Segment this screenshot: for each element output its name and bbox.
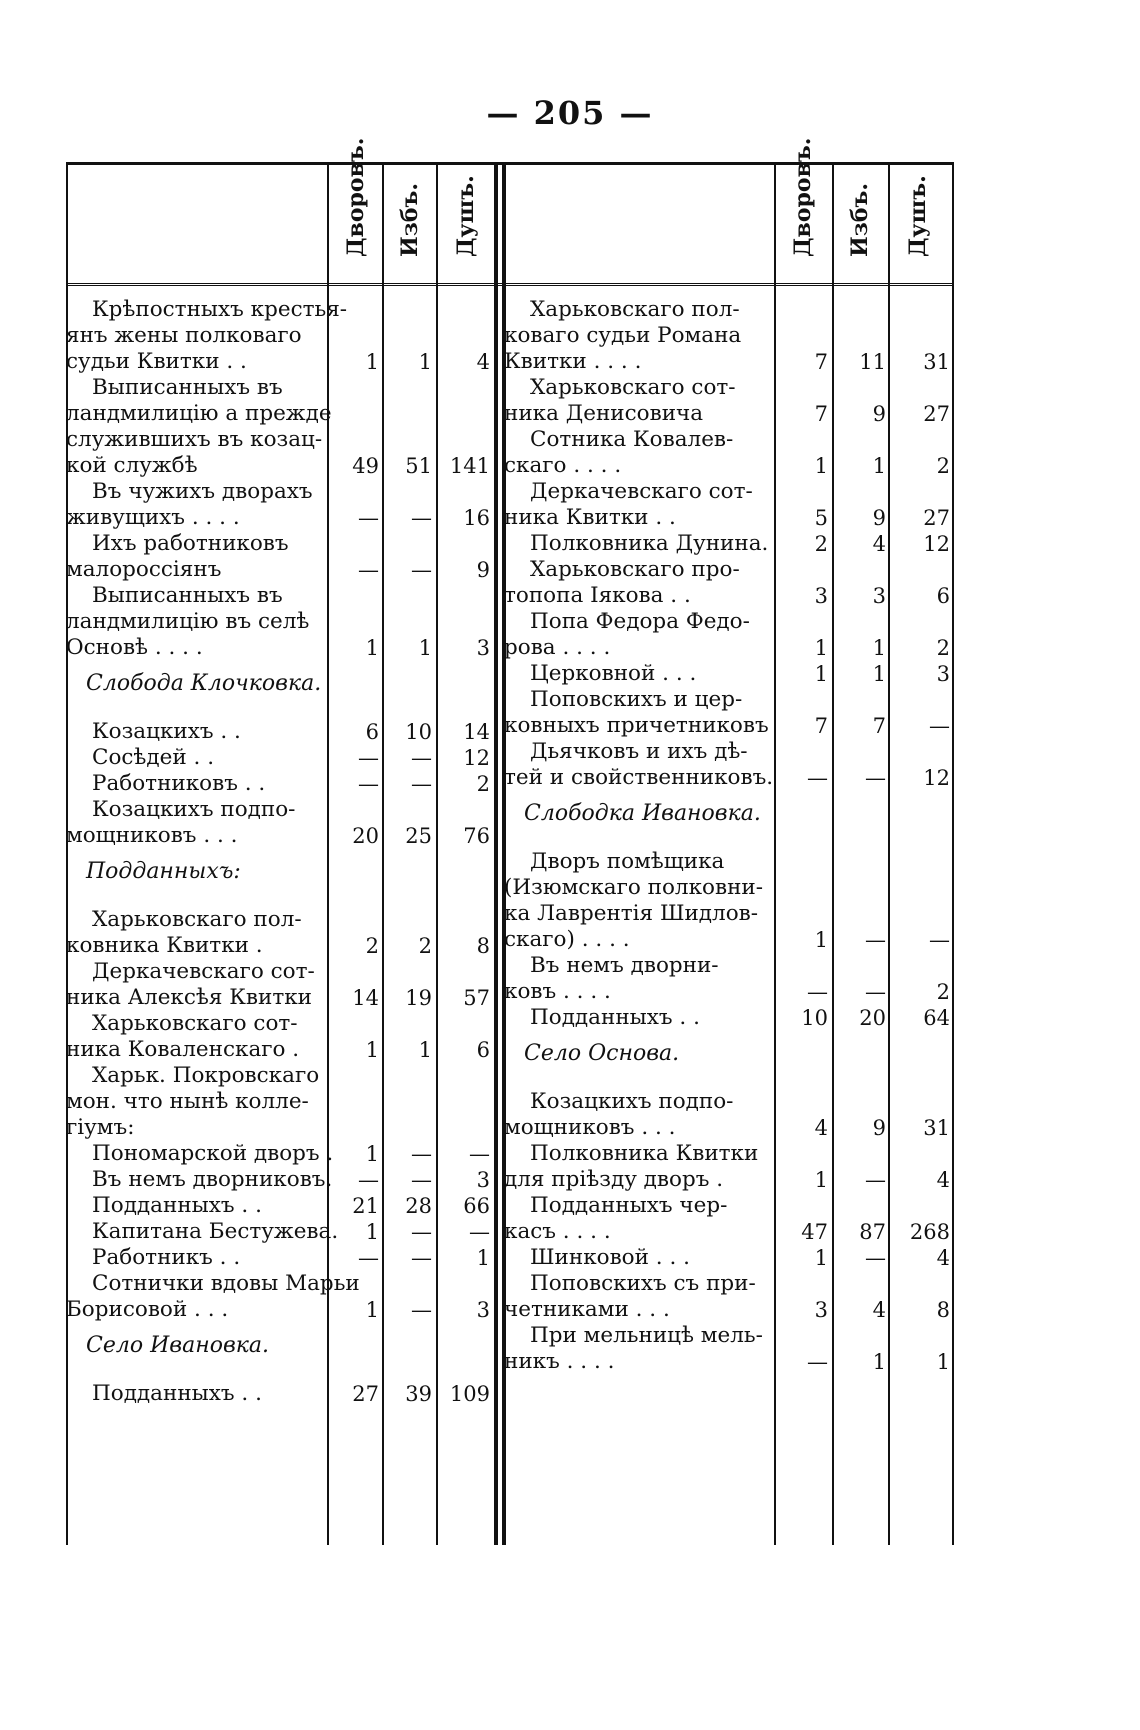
dvorov-value: 6 <box>365 720 379 744</box>
dush-value: 31 <box>923 1116 950 1140</box>
izb-value: — <box>865 1246 886 1270</box>
dvorov-value: 2 <box>365 934 379 958</box>
row-label-line: Поповскихъ и цер- <box>530 687 743 712</box>
row-label-line: ковника Квитки . <box>66 933 263 958</box>
izb-value: 4 <box>872 532 886 556</box>
izb-value: 7 <box>872 714 886 738</box>
izb-value: — <box>865 980 886 1004</box>
izb-value: 25 <box>405 824 432 848</box>
row-label-line: четниками . . . <box>504 1297 670 1322</box>
izb-value: — <box>411 506 432 530</box>
izb-value: 3 <box>872 584 886 608</box>
row-label-line: ландмилицію въ селѣ <box>66 609 310 634</box>
row-label-line: Выписанныхъ въ <box>92 583 283 608</box>
dush-value: 14 <box>463 720 490 744</box>
izb-value: 1 <box>418 636 432 660</box>
dvorov-value: — <box>358 746 379 770</box>
dvorov-value: 7 <box>814 714 828 738</box>
dvorov-value: 3 <box>814 1298 828 1322</box>
page-number: — 205 — <box>486 94 654 132</box>
izb-value: 4 <box>872 1298 886 1322</box>
dush-value: 268 <box>909 1220 950 1244</box>
dush-value: — <box>929 714 950 738</box>
row-label-line: никъ . . . . <box>504 1349 615 1374</box>
dush-value: 27 <box>923 402 950 426</box>
izb-value: — <box>865 1168 886 1192</box>
row-label-line: тей и свойственниковъ. <box>504 765 774 790</box>
dush-value: 3 <box>476 636 490 660</box>
dvorov-value: 47 <box>801 1220 828 1244</box>
row-label-line: Попа Федора Федо- <box>530 609 750 634</box>
row-label-line: Харьковскаго сот- <box>92 1011 298 1036</box>
row-label-line: судьи Квитки . . <box>66 349 247 374</box>
dush-value: — <box>469 1220 490 1244</box>
row-label-line: Въ немъ дворниковъ. <box>92 1167 333 1192</box>
dush-value: 1 <box>476 1246 490 1270</box>
row-label-line: Дьячковъ и ихъ дѣ- <box>530 739 748 764</box>
row-label-line: мон. что нынѣ колле- <box>66 1089 309 1114</box>
row-label-line: гіумъ: <box>66 1115 135 1140</box>
dush-value: 4 <box>936 1246 950 1270</box>
row-label-line: ника Денисовича <box>504 401 704 426</box>
row-label-line: Крѣпостныхъ крестья- <box>92 297 348 322</box>
izb-value: 1 <box>418 1038 432 1062</box>
izb-value: 20 <box>859 1006 886 1030</box>
row-label-line: Въ чужихъ дворахъ <box>92 479 313 504</box>
dush-value: 12 <box>923 766 950 790</box>
dush-value: 2 <box>936 980 950 1004</box>
row-label-line: ка Лаврентія Шидлов- <box>504 901 759 926</box>
izb-value: — <box>411 1220 432 1244</box>
left-section-heading: Подданныхъ: <box>86 859 241 884</box>
izb-value: — <box>411 1142 432 1166</box>
row-label-line: Полковника Квитки <box>530 1141 759 1166</box>
dvorov-value: 3 <box>814 584 828 608</box>
row-label-line: кой службѣ <box>66 453 198 478</box>
row-label-line: Церковной . . . <box>530 661 697 686</box>
row-label-line: Ихъ работниковъ <box>92 531 289 556</box>
row-label-line: Капитана Бестужева. <box>92 1219 339 1244</box>
izb-value: — <box>865 928 886 952</box>
dush-value: 12 <box>923 532 950 556</box>
dvorov-value: 1 <box>365 1142 379 1166</box>
dush-value: 1 <box>936 1350 950 1374</box>
row-label-line: мощниковъ . . . <box>66 823 238 848</box>
row-label-line: янъ жены полковаго <box>66 323 302 348</box>
izb-value: 10 <box>405 720 432 744</box>
dush-value: 16 <box>463 506 490 530</box>
izb-value: 1 <box>872 636 886 660</box>
dvorov-value: 1 <box>365 636 379 660</box>
izb-value: 1 <box>872 662 886 686</box>
dush-value: 12 <box>463 746 490 770</box>
dush-value: 8 <box>936 1298 950 1322</box>
dush-value: 31 <box>923 350 950 374</box>
row-label-line: Сотника Ковалев- <box>530 427 734 452</box>
right-section-heading: Село Основа. <box>524 1041 680 1066</box>
row-label-line: ландмилицію а прежде <box>66 401 332 426</box>
row-label-line: Подданныхъ . . <box>530 1005 700 1030</box>
dvorov-value: — <box>807 766 828 790</box>
row-label-line: Шинковой . . . <box>530 1245 690 1270</box>
row-label-line: Выписанныхъ въ <box>92 375 283 400</box>
row-label-line: ника Квитки . . <box>504 505 676 530</box>
row-label-line: Полковника Дунина. <box>530 531 769 556</box>
dush-value: 8 <box>476 934 490 958</box>
izb-value: 11 <box>859 350 886 374</box>
row-label-line: ковныхъ причетниковъ <box>504 713 769 738</box>
statistics-table: Дворовъ. Избъ. Душъ. Дворовъ. Избъ. Душъ. Крѣпостныхъ крестья- янъ жены полковаго судьи Квитки . . 1 1 4 Выписанныхъ въ ландмилицію а прежде служившихъ въ козац- кой службѣ 49 51 141 Въ чужихъ дворахъ живущихъ . . . . — — 16 Ихъ работниковъ малороссіянъ — — 9 Выписанныхъ въ ландмилицію въ селѣ Основѣ . . . . 1 1 3 Слобода Клочковка. Козацкихъ . . 6 10 14 Сосѣдей . . — — 12 Работниковъ . . — — 2 Козацкихъ подпо- мощниковъ . . . 20 25 76 Подданныхъ: Харьковскаго пол- ковника Квитки . 2 2 8 Деркачевскаго сот- ника Алексѣя Квитки 14 19 57 Харьковскаго сот- ника Коваленскаго . 1 1 6 Харьк. Покровскаго мон. что нынѣ колле- гіумъ: Пономарской дворъ . 1 — — Въ немъ дворниковъ. — — 3 Подданныхъ . . 21 28 66 Капитана Бестужева. 1 — — Работникъ . . — — 1 Сотнички вдовы Марьи Борисовой . . . 1 — 3 Село Ивановка. Подданныхъ . . 27 39 109 Харьковскаго пол- коваго судьи Романа Квитки . . . . 7 11 31 Харьковскаго сот- ника Денисовича 7 9 27 Сотника Ковалев- скаго . . . . 1 1 2 Деркачевскаго сот- ника Квитки . . 5 9 27 Полковника Дунина. 2 4 12 Харьковскаго про- топопа Іякова . . 3 3 6 Попа Федора Федо- рова . . . . 1 1 2 Церковной . . . 1 1 3 Поповскихъ и цер- ковныхъ причетниковъ 7 7 — Дьячковъ и ихъ дѣ- тей и свойственниковъ. — — 12 Слободка Ивановка. Дворъ помѣщика (Изюмскаго полковни- ка Лаврентія Шидлов- скаго) . . . . 1 — — Въ немъ дворни- ковъ . . . . — — 2 Подданныхъ . . 10 20 64 Село Основа. Козацкихъ подпо- мощниковъ . . . 4 9 31 Полковника Квитки для пріѣзду дворъ . 1 — 4 Подданныхъ чер- касъ . . . . 47 87 268 Шинковой . . . 1 — 4 Поповскихъ съ при- четниками . . . 3 4 8 При мельницѣ мель- никъ . . . . — 1 1 <box>66 162 954 1545</box>
dvorov-value: — <box>358 506 379 530</box>
row-label-line: Пономарской дворъ . <box>92 1141 334 1166</box>
dvorov-value: — <box>807 980 828 1004</box>
row-label-line: Козацкихъ подпо- <box>92 797 296 822</box>
row-label-line: При мельницѣ мель- <box>530 1323 763 1348</box>
izb-value: 1 <box>418 350 432 374</box>
izb-value: — <box>411 1168 432 1192</box>
dvorov-value: 1 <box>814 454 828 478</box>
dush-value: — <box>469 1142 490 1166</box>
right-section-heading: Слободка Ивановка. <box>524 801 761 826</box>
dush-value: 4 <box>936 1168 950 1192</box>
row-label-line: топопа Іякова . . <box>504 583 691 608</box>
izb-value: 87 <box>859 1220 886 1244</box>
row-label-line: Работниковъ . . <box>92 771 266 796</box>
dvorov-value: 1 <box>814 928 828 952</box>
row-label-line: Подданныхъ . . <box>92 1193 262 1218</box>
row-label-line: коваго судьи Романа <box>504 323 742 348</box>
row-label-line: Харьковскаго сот- <box>530 375 736 400</box>
izb-value: 28 <box>405 1194 432 1218</box>
dush-value: 57 <box>463 986 490 1010</box>
row-label-line: Квитки . . . . <box>504 349 642 374</box>
dush-value: 66 <box>463 1194 490 1218</box>
izb-value: 19 <box>405 986 432 1010</box>
dvorov-value: 49 <box>352 454 379 478</box>
row-label-line: ника Коваленскаго . <box>66 1037 300 1062</box>
dvorov-value: 27 <box>352 1382 379 1406</box>
dvorov-value: 1 <box>814 1246 828 1270</box>
row-label-line: Борисовой . . . <box>66 1297 229 1322</box>
izb-value: — <box>411 1246 432 1270</box>
row-label-line: Поповскихъ съ при- <box>530 1271 756 1296</box>
dvorov-value: — <box>358 772 379 796</box>
row-label-line: живущихъ . . . . <box>66 505 240 530</box>
izb-value: 51 <box>405 454 432 478</box>
dvorov-value: 14 <box>352 986 379 1010</box>
row-label-line: Харьк. Покровскаго <box>92 1063 320 1088</box>
row-label-line: скаго) . . . . <box>504 927 630 952</box>
dush-value: 6 <box>476 1038 490 1062</box>
dush-value: 6 <box>936 584 950 608</box>
izb-value: — <box>411 746 432 770</box>
row-label-line: касъ . . . . <box>504 1219 611 1244</box>
dush-value: 9 <box>476 558 490 582</box>
dush-value: 76 <box>463 824 490 848</box>
izb-value: 1 <box>872 1350 886 1374</box>
izb-value: — <box>411 772 432 796</box>
dvorov-value: 2 <box>814 532 828 556</box>
dush-value: 2 <box>936 636 950 660</box>
dush-value: 3 <box>936 662 950 686</box>
row-label-line: (Изюмскаго полковни- <box>504 875 763 900</box>
row-label-line: малороссіянъ <box>66 557 222 582</box>
dush-value: 4 <box>476 350 490 374</box>
row-label-line: Подданныхъ . . <box>92 1381 262 1406</box>
dush-value: 3 <box>476 1168 490 1192</box>
row-label-line: Дворъ помѣщика <box>530 849 725 874</box>
dvorov-value: 1 <box>814 662 828 686</box>
dush-value: 3 <box>476 1298 490 1322</box>
row-label-line: скаго . . . . <box>504 453 622 478</box>
izb-value: 9 <box>872 506 886 530</box>
izb-value: — <box>411 1298 432 1322</box>
dush-value: 27 <box>923 506 950 530</box>
row-label-line: Деркачевскаго сот- <box>530 479 753 504</box>
dvorov-value: 1 <box>365 1038 379 1062</box>
dush-value: 64 <box>923 1006 950 1030</box>
izb-value: 1 <box>872 454 886 478</box>
dvorov-value: 1 <box>814 1168 828 1192</box>
left-section-heading: Село Ивановка. <box>86 1333 269 1358</box>
row-label-line: Основѣ . . . . <box>66 635 203 660</box>
row-label-line: Сотнички вдовы Марьи <box>92 1271 360 1296</box>
izb-value: — <box>411 558 432 582</box>
dvorov-value: 20 <box>352 824 379 848</box>
dush-value: 2 <box>936 454 950 478</box>
row-label-line: для пріѣзду дворъ . <box>504 1167 724 1192</box>
row-label-line: рова . . . . <box>504 635 611 660</box>
dvorov-value: — <box>358 558 379 582</box>
row-label-line: Сосѣдей . . <box>92 745 215 770</box>
dvorov-value: 7 <box>814 350 828 374</box>
izb-value: — <box>865 766 886 790</box>
row-label-line: Въ немъ дворни- <box>530 953 719 978</box>
dvorov-value: — <box>807 1350 828 1374</box>
row-label-line: Харьковскаго пол- <box>530 297 740 322</box>
row-label-line: Харьковскаго про- <box>530 557 740 582</box>
dvorov-value: 1 <box>365 1298 379 1322</box>
izb-value: 2 <box>418 934 432 958</box>
dvorov-value: — <box>358 1246 379 1270</box>
dvorov-value: 7 <box>814 402 828 426</box>
dvorov-value: 4 <box>814 1116 828 1140</box>
row-label-line: Харьковскаго пол- <box>92 907 302 932</box>
dush-value: 109 <box>449 1382 490 1406</box>
row-label-line: Подданныхъ чер- <box>530 1193 728 1218</box>
row-label-line: мощниковъ . . . <box>504 1115 676 1140</box>
dvorov-value: 10 <box>801 1006 828 1030</box>
left-section-heading: Слобода Клочковка. <box>86 671 322 696</box>
row-label-line: ника Алексѣя Квитки <box>66 985 312 1010</box>
dvorov-value: — <box>358 1168 379 1192</box>
dvorov-value: 5 <box>814 506 828 530</box>
row-label-line: Работникъ . . <box>92 1245 241 1270</box>
row-label-line: служившихъ въ козац- <box>66 427 323 452</box>
row-label-line: Козацкихъ . . <box>92 719 241 744</box>
izb-value: 9 <box>872 1116 886 1140</box>
dush-value: 141 <box>449 454 490 478</box>
izb-value: 39 <box>405 1382 432 1406</box>
dush-value: — <box>929 928 950 952</box>
row-label-line: ковъ . . . . <box>504 979 611 1004</box>
dvorov-value: 1 <box>365 1220 379 1244</box>
row-label-line: Деркачевскаго сот- <box>92 959 315 984</box>
dvorov-value: 1 <box>365 350 379 374</box>
dvorov-value: 21 <box>352 1194 379 1218</box>
dvorov-value: 1 <box>814 636 828 660</box>
row-label-line: Козацкихъ подпо- <box>530 1089 734 1114</box>
izb-value: 9 <box>872 402 886 426</box>
dush-value: 2 <box>476 772 490 796</box>
